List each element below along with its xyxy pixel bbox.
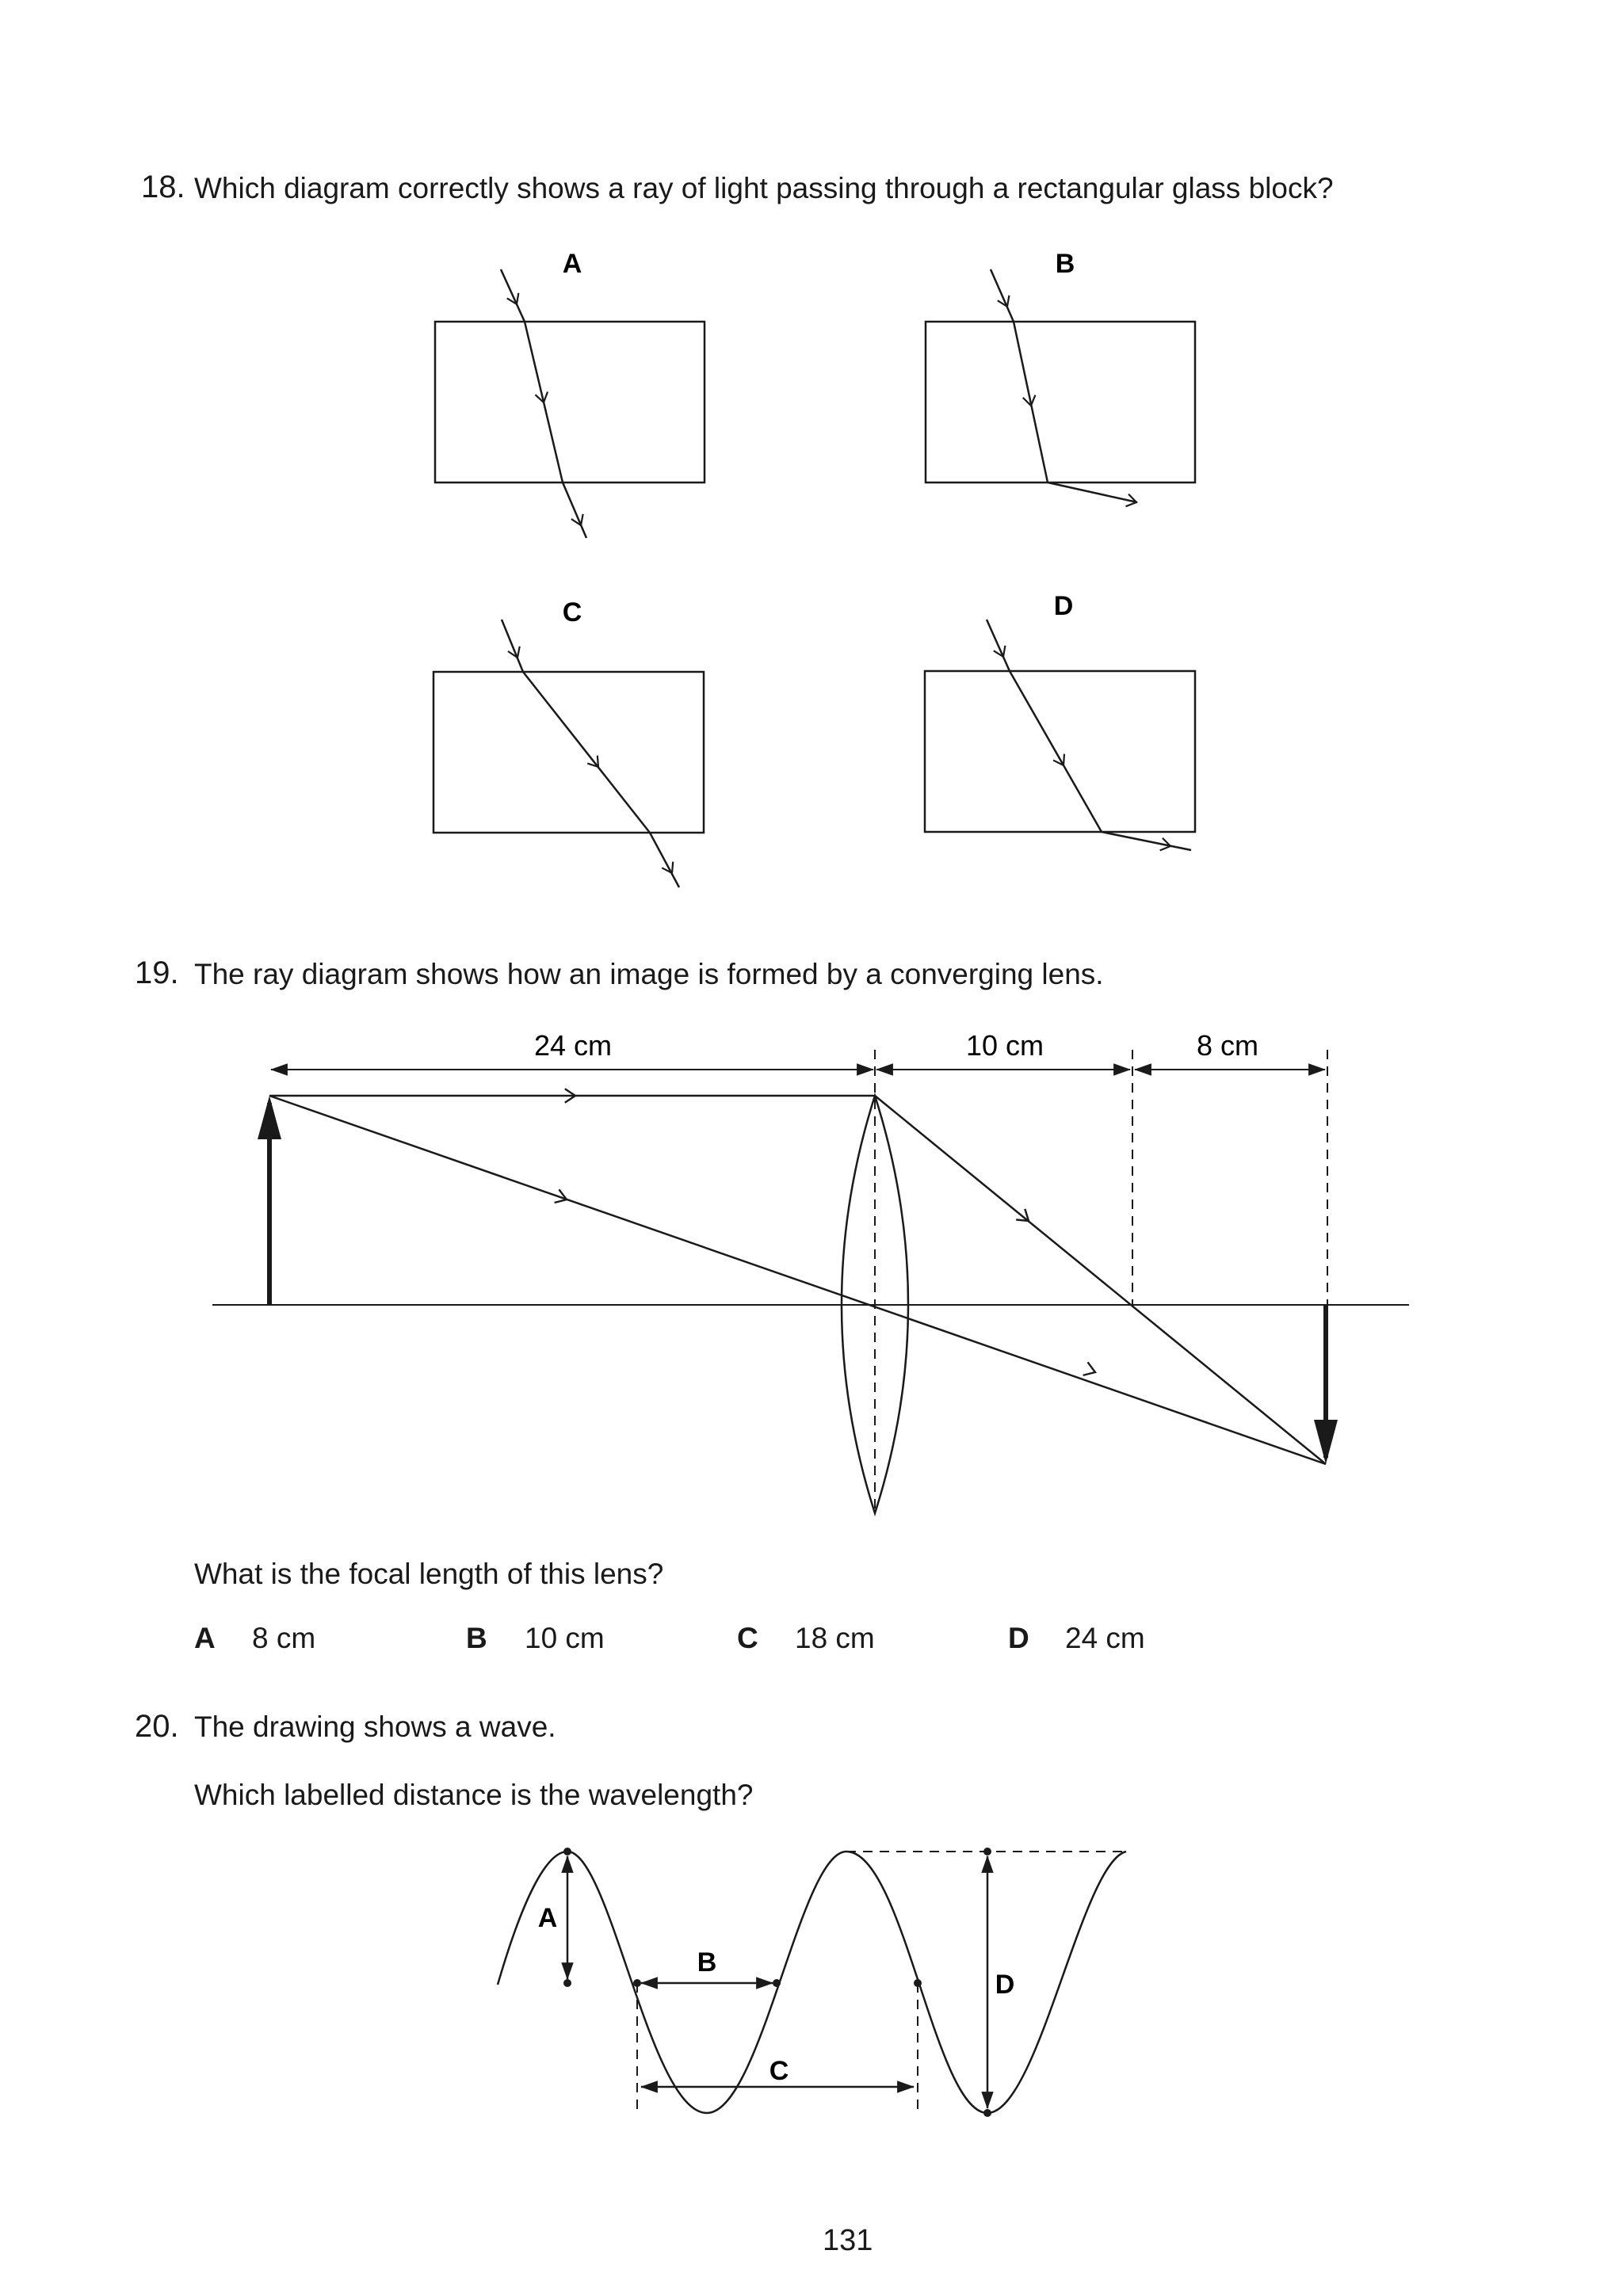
point bbox=[914, 1979, 922, 1987]
wave-curve bbox=[498, 1852, 1126, 2113]
diagram-a-label: A bbox=[562, 249, 582, 279]
point bbox=[633, 1979, 641, 1987]
point bbox=[563, 1848, 571, 1855]
wave-label-b: B bbox=[697, 1947, 717, 1978]
point bbox=[983, 1848, 991, 1855]
diagram-b-label: B bbox=[1055, 249, 1075, 279]
question-19-text: The ray diagram shows how an image is formed by a converging lens. bbox=[194, 958, 1104, 990]
distance-8cm-label: 8 cm bbox=[1196, 1029, 1259, 1062]
question-20-prompt: Which labelled distance is the wavelength? bbox=[194, 1779, 754, 1811]
diagram-d-label: D bbox=[1053, 591, 1074, 621]
question-18-text: Which diagram correctly shows a ray of light passing through a rectangular glass block? bbox=[194, 172, 1334, 204]
diagram-c-label: C bbox=[562, 597, 582, 627]
distance-24cm-label: 24 cm bbox=[533, 1029, 613, 1062]
option-d-letter: D bbox=[1008, 1622, 1029, 1654]
point bbox=[983, 2109, 991, 2117]
option-c-letter: C bbox=[737, 1622, 758, 1654]
question-20-text: The drawing shows a wave. bbox=[194, 1711, 556, 1743]
option-b-value: 10 cm bbox=[525, 1622, 605, 1654]
wave-label-d: D bbox=[995, 1970, 1015, 2000]
question-20-number: 20. bbox=[135, 1709, 179, 1744]
question-18-number: 18. bbox=[141, 170, 185, 204]
option-a-value: 8 cm bbox=[252, 1622, 316, 1654]
option-c-value: 18 cm bbox=[795, 1622, 875, 1654]
wave-label-a: A bbox=[537, 1903, 558, 1933]
distance-10cm-label: 10 cm bbox=[965, 1029, 1044, 1062]
point bbox=[773, 1979, 781, 1987]
page-number: 131 bbox=[823, 2224, 873, 2257]
option-d-value: 24 cm bbox=[1065, 1622, 1145, 1654]
point bbox=[563, 1979, 571, 1987]
wave-label-c: C bbox=[769, 2056, 789, 2086]
question-19-number: 19. bbox=[135, 955, 179, 990]
question-19-prompt: What is the focal length of this lens? bbox=[194, 1558, 664, 1590]
option-b-letter: B bbox=[466, 1622, 487, 1654]
option-a-letter: A bbox=[194, 1622, 216, 1654]
